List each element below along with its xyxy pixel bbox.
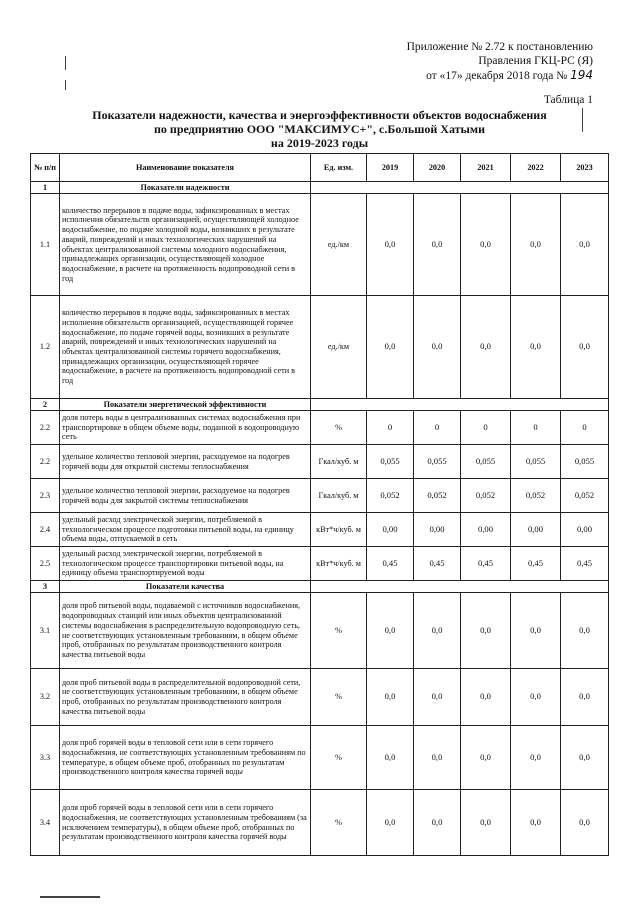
section-row xyxy=(31,581,609,593)
indicator-name: удельный расход электрической энергии, потребляемой в технологическом процессе транспортировки питьевой воды, на единицу объема транспортируемой воды xyxy=(60,547,311,581)
table-row xyxy=(31,547,609,581)
indicator-name: количество перерывов в подаче воды, зафиксированных в местах исполнения обязательств организацией, осуществляющей холодное водоснабжение, по подаче холодной воды, возникших в результате аварий, повреждений и иных технологических нарушений на объектах централизованной системы холодного водоснабжения, принадлежащих организации, осуществляющей холодное водоснабжение, в расчете на протяженность водопроводной сети в год xyxy=(60,194,311,296)
value-cell: 0,0 xyxy=(511,669,561,726)
table-row xyxy=(31,411,609,445)
table-row xyxy=(31,790,609,856)
row-number: 3.3 xyxy=(31,726,60,790)
table-header-row xyxy=(31,154,609,182)
section-number: 2 xyxy=(31,399,60,411)
value-cell: 0,0 xyxy=(561,194,609,296)
col-header-year: 2022 xyxy=(511,154,561,182)
row-number: 3.4 xyxy=(31,790,60,856)
value-cell: 0,0 xyxy=(561,669,609,726)
value-cell: 0,45 xyxy=(367,547,414,581)
appendix-line: Приложение № 2.72 к постановлению xyxy=(406,41,593,53)
value-cell: 0 xyxy=(414,411,461,445)
indicator-name: доля проб горячей воды в тепловой сети или в сети горячего водоснабжения, не соответствующих установленным требованиям по температуре, в общем объеме проб, отобранных по результатам производственного контроля качества горячей воды xyxy=(60,726,311,790)
value-cell: 0 xyxy=(511,411,561,445)
value-cell: 0,0 xyxy=(461,593,511,669)
title-line-1: Показатели надежности, качества и энергоэффективности объектов водоснабжения xyxy=(92,108,547,122)
value-cell: 0,0 xyxy=(511,296,561,399)
value-cell: 0,0 xyxy=(367,669,414,726)
value-cell: 0,0 xyxy=(414,726,461,790)
value-cell: 0,0 xyxy=(414,593,461,669)
value-cell: 0,0 xyxy=(461,194,511,296)
value-cell: 0,052 xyxy=(367,479,414,513)
value-cell: 0,0 xyxy=(561,790,609,856)
section-filler xyxy=(311,581,609,593)
table-row xyxy=(31,669,609,726)
value-cell: 0,0 xyxy=(414,296,461,399)
value-cell: 0,0 xyxy=(511,593,561,669)
value-cell: 0,052 xyxy=(511,479,561,513)
value-cell: 0,0 xyxy=(561,726,609,790)
col-header-year: 2019 xyxy=(367,154,414,182)
value-cell: 0,055 xyxy=(461,445,511,479)
value-cell: 0,0 xyxy=(414,790,461,856)
value-cell: 0,0 xyxy=(511,726,561,790)
resolution-date-line xyxy=(426,68,593,84)
indicator-name: удельный расход электрической энергии, потребляемой в технологическом процессе подготовки питьевой воды, на единицу объема воды, отпускаемой в сеть xyxy=(60,513,311,547)
unit-cell: ед./км xyxy=(311,296,367,399)
value-cell: 0,0 xyxy=(461,669,511,726)
value-cell: 0,45 xyxy=(511,547,561,581)
table-row xyxy=(31,296,609,399)
col-header-name: Наименование показателя xyxy=(60,154,311,182)
row-number: 1.2 xyxy=(31,296,60,399)
table-row xyxy=(31,593,609,669)
value-cell: 0,0 xyxy=(367,790,414,856)
value-cell: 0 xyxy=(367,411,414,445)
value-cell: 0,055 xyxy=(367,445,414,479)
scan-artifact-line xyxy=(40,896,100,898)
value-cell: 0,0 xyxy=(561,296,609,399)
value-cell: 0 xyxy=(461,411,511,445)
scan-artifact-line xyxy=(65,80,66,90)
unit-cell: ед./км xyxy=(311,194,367,296)
title-line-3: на 2019-2023 годы xyxy=(270,136,369,150)
indicators-table xyxy=(30,153,609,856)
section-title: Показатели качества xyxy=(60,581,311,593)
unit-cell: Гкал/куб. м xyxy=(311,445,367,479)
unit-cell: кВт*ч/куб. м xyxy=(311,547,367,581)
value-cell: 0,00 xyxy=(461,513,511,547)
section-number: 1 xyxy=(31,182,60,194)
row-number: 2.2 xyxy=(31,445,60,479)
section-row xyxy=(31,399,609,411)
section-title: Показатели энергетической эффективности xyxy=(60,399,311,411)
value-cell: 0,0 xyxy=(367,593,414,669)
value-cell: 0,055 xyxy=(511,445,561,479)
value-cell: 0,052 xyxy=(561,479,609,513)
row-number: 2.2 xyxy=(31,411,60,445)
unit-cell: % xyxy=(311,790,367,856)
col-header-num: № п/п xyxy=(31,154,60,182)
unit-cell: % xyxy=(311,669,367,726)
section-filler xyxy=(311,182,609,194)
unit-cell: кВт*ч/куб. м xyxy=(311,513,367,547)
document-title xyxy=(62,108,577,150)
row-number: 2.4 xyxy=(31,513,60,547)
indicator-name: доля проб питьевой воды, подаваемой с источников водоснабжения, водопроводных станций или иных объектов централизованной системы водоснабжения в распределительную водопроводную сеть, не соответствующих установленным требованиям, в общем объеме проб, отобранных по результатам производственного контроля качества питьевой воды xyxy=(60,593,311,669)
indicator-name: количество перерывов в подаче воды, зафиксированных в местах исполнения обязательств организацией, осуществляющей горячее водоснабжение, по подаче горячей воды, возникших в результате аварий, повреждений и иных технологических нарушений на объектах централизованной системы горячего водоснабжения, принадлежащих организации, осуществляющей горячее водоснабжение, в расчете на протяженность водопроводной сети в год xyxy=(60,296,311,399)
value-cell: 0,0 xyxy=(367,726,414,790)
row-number: 2.3 xyxy=(31,479,60,513)
section-row xyxy=(31,182,609,194)
value-cell: 0,0 xyxy=(461,790,511,856)
row-number: 2.5 xyxy=(31,547,60,581)
value-cell: 0,0 xyxy=(561,593,609,669)
value-cell: 0,0 xyxy=(511,194,561,296)
value-cell: 0,052 xyxy=(414,479,461,513)
value-cell: 0,0 xyxy=(367,194,414,296)
resolution-date-text: от «17» декабря 2018 года № xyxy=(426,70,568,82)
row-number: 3.2 xyxy=(31,669,60,726)
authority-line: Правления ГКЦ-РС (Я) xyxy=(478,55,593,67)
value-cell: 0 xyxy=(561,411,609,445)
table-row xyxy=(31,194,609,296)
scan-artifact-line xyxy=(65,56,66,70)
indicator-name: доля проб горячей воды в тепловой сети или в сети горячего водоснабжения, не соответствующих установленным требованиям (за исключением температуры), в общем объеме проб, отобранных по результатам производственного контроля качества горячей воды xyxy=(60,790,311,856)
scan-artifact-line xyxy=(582,108,583,132)
table-row xyxy=(31,479,609,513)
value-cell: 0,00 xyxy=(367,513,414,547)
value-cell: 0,0 xyxy=(367,296,414,399)
value-cell: 0,45 xyxy=(561,547,609,581)
value-cell: 0,0 xyxy=(414,669,461,726)
section-number: 3 xyxy=(31,581,60,593)
indicator-name: удельное количество тепловой энергии, расходуемое на подогрев горячей воды для закрытой системы теплоснабжения xyxy=(60,479,311,513)
value-cell: 0,0 xyxy=(414,194,461,296)
value-cell: 0,00 xyxy=(511,513,561,547)
unit-cell: Гкал/куб. м xyxy=(311,479,367,513)
table-row xyxy=(31,445,609,479)
value-cell: 0,45 xyxy=(414,547,461,581)
value-cell: 0,0 xyxy=(461,726,511,790)
row-number: 3.1 xyxy=(31,593,60,669)
value-cell: 0,055 xyxy=(414,445,461,479)
unit-cell: % xyxy=(311,593,367,669)
value-cell: 0,0 xyxy=(511,790,561,856)
table-row xyxy=(31,513,609,547)
section-title: Показатели надежности xyxy=(60,182,311,194)
unit-cell: % xyxy=(311,726,367,790)
col-header-year: 2020 xyxy=(414,154,461,182)
col-header-year: 2021 xyxy=(461,154,511,182)
unit-cell: % xyxy=(311,411,367,445)
table-label: Таблица 1 xyxy=(543,94,593,106)
value-cell: 0,052 xyxy=(461,479,511,513)
value-cell: 0,0 xyxy=(461,296,511,399)
section-filler xyxy=(311,399,609,411)
title-line-2: по предприятию ООО "МАКСИМУС+", с.Большой Хатыми xyxy=(153,122,485,136)
value-cell: 0,00 xyxy=(561,513,609,547)
table-row xyxy=(31,726,609,790)
resolution-number: 194 xyxy=(570,68,593,82)
value-cell: 0,45 xyxy=(461,547,511,581)
indicator-name: доля потерь воды в централизованных системах водоснабжения при транспортировке в общем объеме воды, поданной в водопроводную сеть xyxy=(60,411,311,445)
col-header-year: 2023 xyxy=(561,154,609,182)
indicator-name: доля проб питьевой воды в распределительной водопроводной сети, не соответствующих установленным требованиям, в общем объеме проб, отобранных по результатам производственного контроля качества питьевой воды xyxy=(60,669,311,726)
col-header-unit: Ед. изм. xyxy=(311,154,367,182)
indicator-name: удельное количество тепловой энергии, расходуемое на подогрев горячей воды для открытой системы теплоснабжения xyxy=(60,445,311,479)
row-number: 1.1 xyxy=(31,194,60,296)
value-cell: 0,00 xyxy=(414,513,461,547)
value-cell: 0,055 xyxy=(561,445,609,479)
